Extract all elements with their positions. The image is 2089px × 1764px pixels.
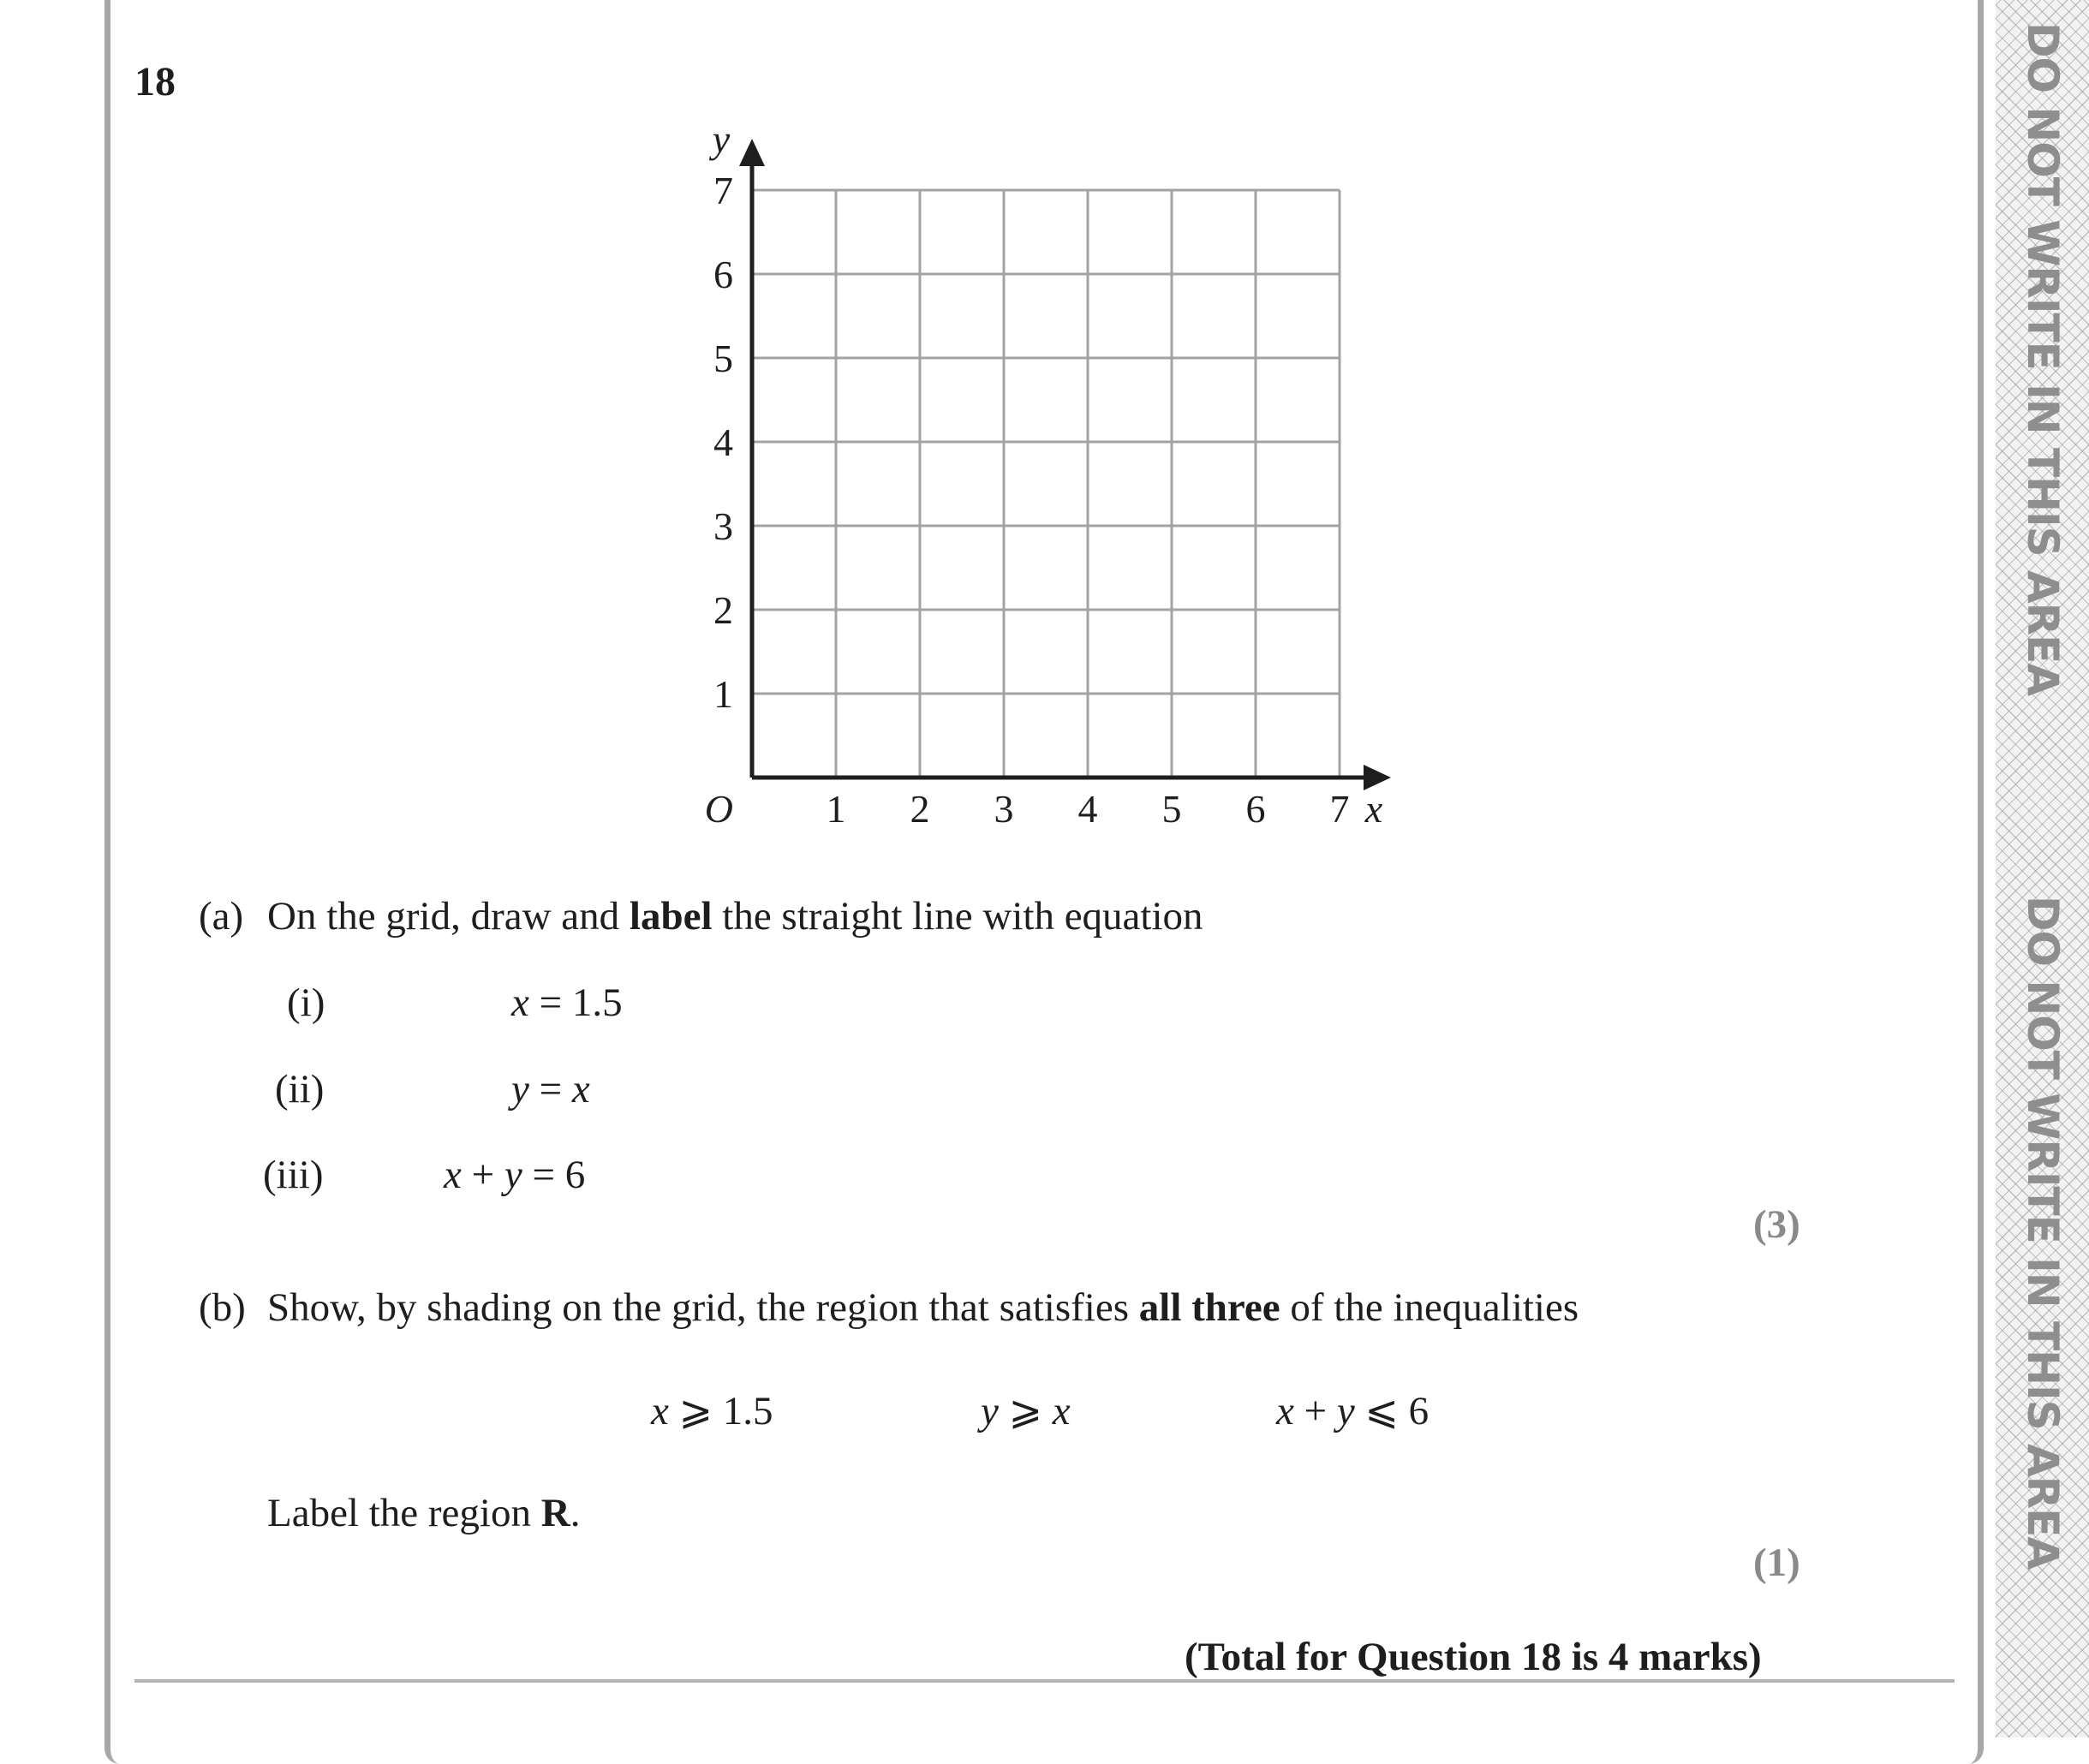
x-tick-label: 7 [1329,787,1350,831]
item-i-label: (i) [287,980,325,1025]
x-tick-label: 3 [994,787,1014,831]
x-axis-label: x [1364,787,1383,831]
part-b-marks: (1) [1753,1541,1800,1585]
x-tick-label: 5 [1161,787,1182,831]
part-a-marks: (3) [1753,1202,1800,1247]
coordinate-grid[interactable] [685,94,1439,848]
y-tick-label: 2 [713,588,733,632]
x-tick-label: 1 [826,787,846,831]
y-axis-label: y [712,117,731,161]
y-tick-label: 1 [713,672,733,716]
y-axis-arrow [739,139,765,166]
item-iii-label: (iii) [263,1153,324,1197]
part-b-instruction: Show, by shading on the grid, the region that satisfies all three of the inequalities [267,1285,1579,1330]
equation-i: x = 1.5 [511,980,623,1025]
do-not-write-warning: DO NOT WRITE IN THIS AREA [2017,895,2068,1570]
inequality-1: x ⩾ 1.5 [651,1389,773,1433]
part-b-label: (b) [199,1285,246,1330]
origin-label: O [704,787,733,831]
y-tick-label: 7 [713,169,733,212]
item-ii-label: (ii) [275,1067,325,1111]
y-tick-label: 5 [713,337,733,380]
y-tick-label: 6 [713,253,733,296]
tick-labels [705,117,1383,831]
part-a-instruction: On the grid, draw and label the straight line with equation [267,894,1203,939]
inequality-3: x + y ⩽ 6 [1276,1389,1429,1433]
equation-iii: x + y = 6 [444,1153,586,1197]
grid-lines [752,190,1340,778]
divider [134,1679,1955,1683]
equation-ii: y = x [511,1067,590,1111]
inequality-2: y ⩾ x [981,1389,1071,1433]
x-tick-label: 2 [910,787,930,831]
y-tick-label: 4 [713,420,733,464]
do-not-write-warning: DO NOT WRITE IN THIS AREA [2017,21,2068,696]
x-tick-label: 4 [1077,787,1098,831]
margin-strip [1996,0,2089,1737]
question-total: (Total for Question 18 is 4 marks) [1185,1635,1762,1679]
x-tick-label: 6 [1245,787,1266,831]
label-region-instruction: Label the region R. [267,1491,581,1535]
y-tick-label: 3 [713,504,733,548]
part-a-label: (a) [199,894,244,939]
question-number: 18 [134,59,176,104]
